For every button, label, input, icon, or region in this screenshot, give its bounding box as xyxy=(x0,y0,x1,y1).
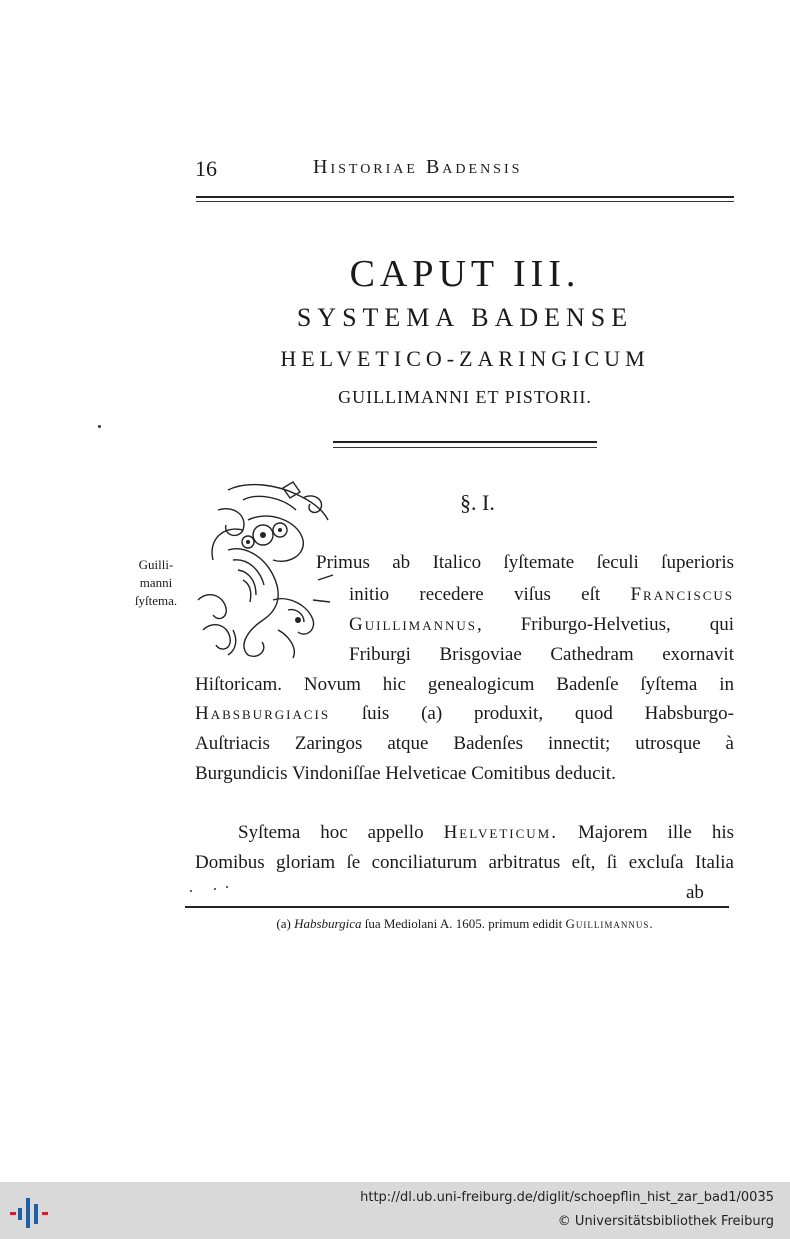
marginal-note-line: manni xyxy=(139,575,173,590)
name-habsburgiacis: Habsburgiacis xyxy=(195,703,331,724)
running-title: Historiae Badensis xyxy=(313,156,523,178)
page-number: 16 xyxy=(195,156,217,181)
paragraph1-line: Burgundicis Vindoniſſae Helveticae Comitibus deducit. xyxy=(195,763,616,784)
copyright-notice: © Universitätsbibliothek Freiburg xyxy=(557,1214,774,1229)
paragraph2-line xyxy=(238,818,734,848)
paragraph1-line: Friburgi Brisgoviae Cathedram exornavit xyxy=(349,644,734,665)
chapter-number: CAPUT III. xyxy=(349,253,581,295)
paragraph2-line: Domibus gloriam ſe conciliaturum arbitratus eſt, ſi excluſa Italia xyxy=(195,852,734,873)
chapter-authors: GUILLIMANNI ET PISTORII. xyxy=(338,387,592,407)
footer-bar xyxy=(0,1182,790,1239)
name-guillimannus: Guillimannus xyxy=(349,614,477,635)
paragraph1-line xyxy=(349,580,734,610)
text-span: initio recedere viſus eſt xyxy=(349,584,631,605)
section-mark: §. I. xyxy=(460,490,495,515)
chapter-divider xyxy=(333,441,597,448)
permalink-url[interactable]: http://dl.ub.uni-freiburg.de/diglit/schoepflin_hist_zar_bad1/0035 xyxy=(360,1190,774,1205)
paragraph1-line xyxy=(349,610,734,640)
running-head xyxy=(195,156,735,186)
marginal-note-line: Guilli- xyxy=(138,557,174,572)
ub-freiburg-logo-icon[interactable] xyxy=(10,1190,50,1230)
footnote-title: Habsburgica xyxy=(294,916,362,931)
text-span: Syſtema hoc appello xyxy=(238,822,444,843)
chapter-title: SYSTEMA BADENSE xyxy=(296,303,634,332)
paragraph1-line: Primus ab Italico ſyſtemate ſeculi ſuperioris xyxy=(316,552,734,573)
stray-mark xyxy=(226,886,228,888)
footnote-text: ſua Mediolani A. 1605. primum edidit xyxy=(361,916,566,931)
text-span: , Friburgo-Helvetius, qui xyxy=(477,614,734,635)
name-helveticum: Helveticum. xyxy=(443,822,558,843)
stray-mark xyxy=(190,890,192,892)
footnote xyxy=(195,916,735,932)
stray-mark xyxy=(98,425,101,428)
footnote-rule xyxy=(185,906,729,908)
marginal-note-line: ſyſtema. xyxy=(134,593,178,608)
paragraph1-line: Auſtriacis Zaringos atque Badenſes innectit; utrosque à xyxy=(195,733,734,754)
header-rule xyxy=(196,196,734,202)
name-franciscus: Franciscus xyxy=(630,584,734,605)
marginal-note xyxy=(126,556,186,610)
footnote-author: Guillimannus. xyxy=(565,916,654,931)
paragraph1-line xyxy=(195,699,734,729)
text-span: ſuis (a) produxit, quod Habsburgo- xyxy=(330,703,734,724)
paragraph1-line: Hiſtoricam. Novum hic genealogicum Badenſe ſyſtema in xyxy=(195,674,734,695)
footnote-marker: (a) xyxy=(276,916,291,931)
text-span: Majorem ille his xyxy=(577,822,734,843)
stray-mark xyxy=(214,888,216,890)
chapter-subtitle: HELVETICO-ZARINGICUM xyxy=(280,346,650,371)
catchword: ab xyxy=(686,882,704,903)
